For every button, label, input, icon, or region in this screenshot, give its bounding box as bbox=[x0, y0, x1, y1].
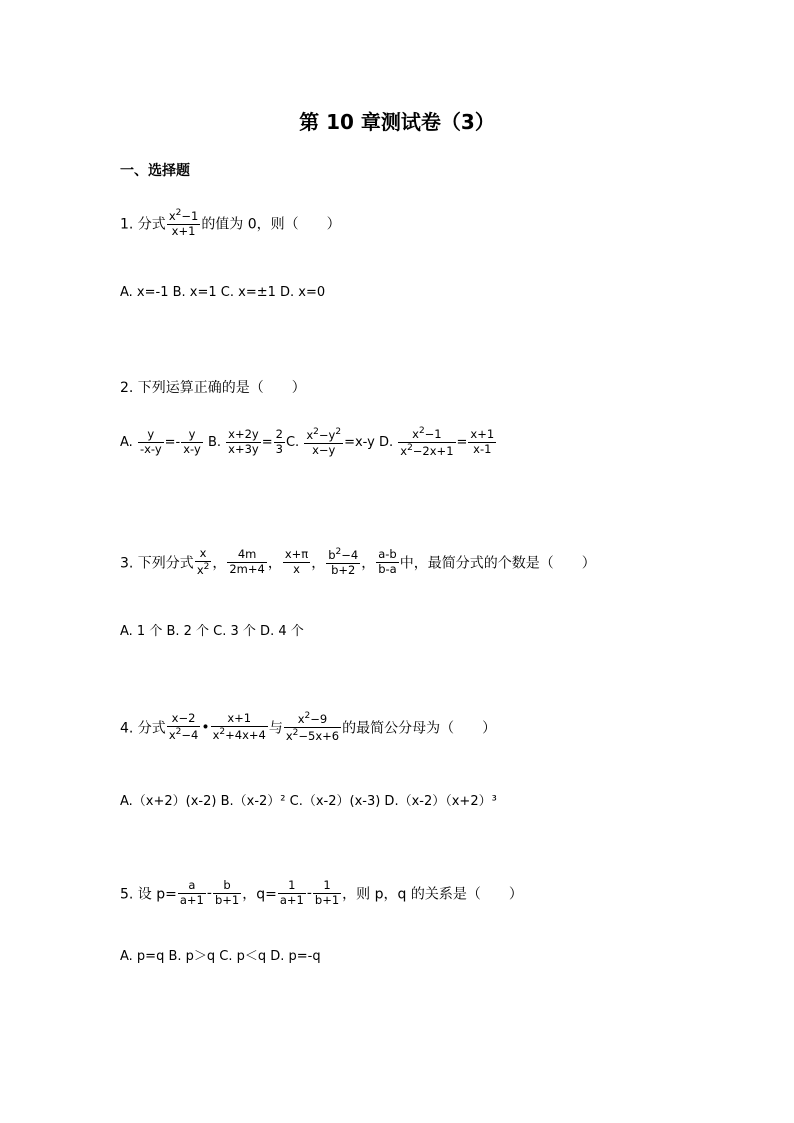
q5-minus-2: - bbox=[306, 885, 312, 902]
q3-f2-num: 4m bbox=[227, 548, 266, 563]
q5-f2-num: b bbox=[213, 879, 241, 894]
q3-sep-3: ， bbox=[311, 555, 326, 572]
q1-frac-num-exp: 2 bbox=[175, 208, 182, 218]
q3-fraction-3 bbox=[283, 548, 310, 577]
q3-fraction-4 bbox=[326, 547, 360, 578]
q4-f3-den-a: x bbox=[285, 728, 293, 743]
question-3 bbox=[120, 547, 596, 578]
q5-prefix: 5. 设 p= bbox=[120, 886, 177, 903]
q5-f2-den: b+1 bbox=[214, 892, 240, 907]
q4-options: A.（x+2）(x-2) B.（x-2）² C.（x-2）(x-3) D.（x-2）（x+2）³ bbox=[120, 794, 497, 809]
q3-sep-4: ， bbox=[361, 555, 376, 572]
q2-d-eq: = bbox=[456, 434, 468, 450]
q2-b-f2-den: 3 bbox=[275, 441, 283, 456]
q2-d-exp2: 2 bbox=[407, 442, 413, 453]
q4-suffix: 的最简公分母为（ ） bbox=[342, 720, 497, 737]
q3-f4-num-exp: 2 bbox=[335, 547, 342, 557]
q4-f2-den-b: +4x+4 bbox=[225, 727, 266, 742]
q3-f3-num: x+π bbox=[284, 547, 309, 561]
q2-c-den: x−y bbox=[312, 442, 336, 457]
q1-prefix: 1. 分式 bbox=[120, 216, 166, 233]
q2-a-eq: =- bbox=[164, 434, 181, 450]
q5-fraction-4 bbox=[313, 879, 341, 908]
q5-f3-num: 1 bbox=[278, 879, 306, 894]
q2-b-f1-den: x+3y bbox=[228, 441, 259, 456]
q5-f4-num: 1 bbox=[313, 879, 341, 894]
q1-fraction bbox=[167, 208, 201, 239]
q5-options: A. p=q B. p＞q C. p＜q D. p=-q bbox=[120, 949, 321, 964]
q2-a-fraction-1 bbox=[138, 428, 164, 457]
q5-fraction-3 bbox=[278, 879, 306, 908]
q2-c-fraction bbox=[304, 427, 343, 458]
q2-c-num-b: −y bbox=[318, 428, 336, 442]
q4-mid: 与 bbox=[268, 720, 283, 737]
q3-fraction-1 bbox=[195, 547, 212, 578]
q3-fraction-2 bbox=[227, 548, 266, 577]
q1-frac-num: x bbox=[168, 209, 176, 223]
q4-prefix: 4. 分式 bbox=[120, 720, 166, 737]
q2-c-exp2: 2 bbox=[335, 427, 342, 437]
q1-suffix: 的值为 0，则（ ） bbox=[201, 216, 341, 233]
q5-f4-den: b+1 bbox=[314, 892, 340, 907]
page-title: 第 10 章测试卷（3） bbox=[299, 110, 495, 134]
q3-f1-den-exp: 2 bbox=[203, 561, 210, 572]
q2-b-label: B. bbox=[207, 434, 222, 450]
q2-b-f2-num: 2 bbox=[275, 427, 283, 441]
question-4 bbox=[120, 711, 496, 744]
q2-d-label: D. bbox=[378, 434, 394, 450]
q2-c-num-a: x bbox=[306, 428, 314, 442]
q2-b-f1-num: x+2y bbox=[228, 427, 259, 441]
q3-f5-num: a-b bbox=[378, 547, 397, 561]
q5-f1-den: a+1 bbox=[179, 892, 204, 907]
q1-frac-den: x+1 bbox=[171, 223, 196, 238]
q2-a-f2-num: y bbox=[181, 428, 203, 443]
q2-c-exp1: 2 bbox=[313, 427, 319, 437]
q3-f4-num-a: b bbox=[328, 548, 336, 562]
q2-b-fraction-2 bbox=[274, 428, 285, 457]
q2-d-exp1: 2 bbox=[418, 426, 425, 436]
q2-a-label: A. bbox=[120, 434, 133, 450]
q4-f3-den-exp: 2 bbox=[292, 727, 299, 738]
q1-options: A. x=-1 B. x=1 C. x=±1 D. x=0 bbox=[120, 285, 326, 300]
q2-stem: 2. 下列运算正确的是（ ） bbox=[120, 380, 306, 396]
q3-fraction-5 bbox=[376, 548, 399, 577]
q5-fraction-2 bbox=[213, 879, 241, 908]
q3-options: A. 1 个 B. 2 个 C. 3 个 D. 4 个 bbox=[120, 624, 304, 639]
q4-f3-num-exp: 2 bbox=[304, 711, 311, 721]
q4-fraction-1 bbox=[167, 712, 201, 743]
q4-f1-den-a: x bbox=[168, 727, 176, 742]
q4-f3-den-b: −5x+6 bbox=[298, 728, 340, 743]
q3-f3-den: x bbox=[293, 561, 300, 576]
q4-dot: • bbox=[201, 719, 210, 736]
q2-d-den-b: −2x+1 bbox=[412, 443, 454, 458]
q2-c-rhs: =x-y bbox=[344, 434, 375, 450]
section-heading: 一、选择题 bbox=[120, 163, 190, 179]
q4-f3-num-b: −9 bbox=[310, 712, 328, 726]
q2-d-rhs-num: x+1 bbox=[470, 427, 495, 441]
q4-f2-den-exp: 2 bbox=[219, 726, 226, 737]
q5-f1-num: a bbox=[178, 879, 206, 894]
q2-d-den-a: x bbox=[400, 443, 408, 458]
q4-f1-num: x−2 bbox=[167, 712, 201, 727]
q4-fraction-3 bbox=[284, 711, 341, 744]
q2-d-num-b: −1 bbox=[424, 427, 442, 441]
question-5 bbox=[120, 879, 523, 908]
q2-d-rhs-den: x-1 bbox=[473, 441, 492, 456]
q2-a-f2-den: x-y bbox=[183, 441, 201, 456]
q3-sep-2: ， bbox=[267, 555, 282, 572]
q3-f4-num-b: −4 bbox=[341, 548, 359, 562]
q2-options bbox=[120, 426, 497, 459]
q3-prefix: 3. 下列分式 bbox=[120, 555, 194, 572]
q2-d-fraction-2 bbox=[468, 428, 496, 457]
q3-f1-den-a: x bbox=[196, 562, 204, 577]
q5-mid: ，q= bbox=[242, 886, 277, 903]
q3-f4-den: b+2 bbox=[331, 562, 356, 577]
q4-f3-num-a: x bbox=[297, 712, 305, 726]
q4-f2-num: x+1 bbox=[211, 712, 268, 727]
q5-suffix: ，则 p，q 的关系是（ ） bbox=[342, 886, 523, 903]
q4-fraction-2 bbox=[211, 712, 268, 743]
q5-fraction-1 bbox=[178, 879, 206, 908]
q3-f1-num: x bbox=[195, 547, 212, 562]
q3-sep-1: ， bbox=[212, 555, 227, 572]
q3-suffix: 中，最简分式的个数是（ ） bbox=[399, 555, 596, 572]
q4-f2-den-a: x bbox=[212, 727, 220, 742]
question-1 bbox=[120, 208, 341, 239]
q2-b-eq: = bbox=[261, 434, 273, 450]
q5-f3-den: a+1 bbox=[279, 892, 304, 907]
q3-f5-den: b-a bbox=[378, 561, 397, 576]
q2-d-fraction-1 bbox=[398, 426, 455, 459]
q4-f1-den-exp: 2 bbox=[175, 726, 182, 737]
q5-minus-1: - bbox=[206, 885, 212, 902]
q2-d-num-a: x bbox=[412, 427, 419, 441]
q2-a-fraction-2 bbox=[181, 428, 203, 457]
q1-frac-num-rest: −1 bbox=[181, 209, 199, 223]
q2-c-label: C. bbox=[285, 434, 300, 450]
q2-a-f1-den: -x-y bbox=[139, 441, 162, 456]
q2-b-fraction-1 bbox=[226, 428, 261, 457]
q2-a-f1-num: y bbox=[138, 428, 164, 443]
q3-f2-den: 2m+4 bbox=[229, 561, 265, 576]
q4-f1-den-b: −4 bbox=[181, 727, 199, 742]
